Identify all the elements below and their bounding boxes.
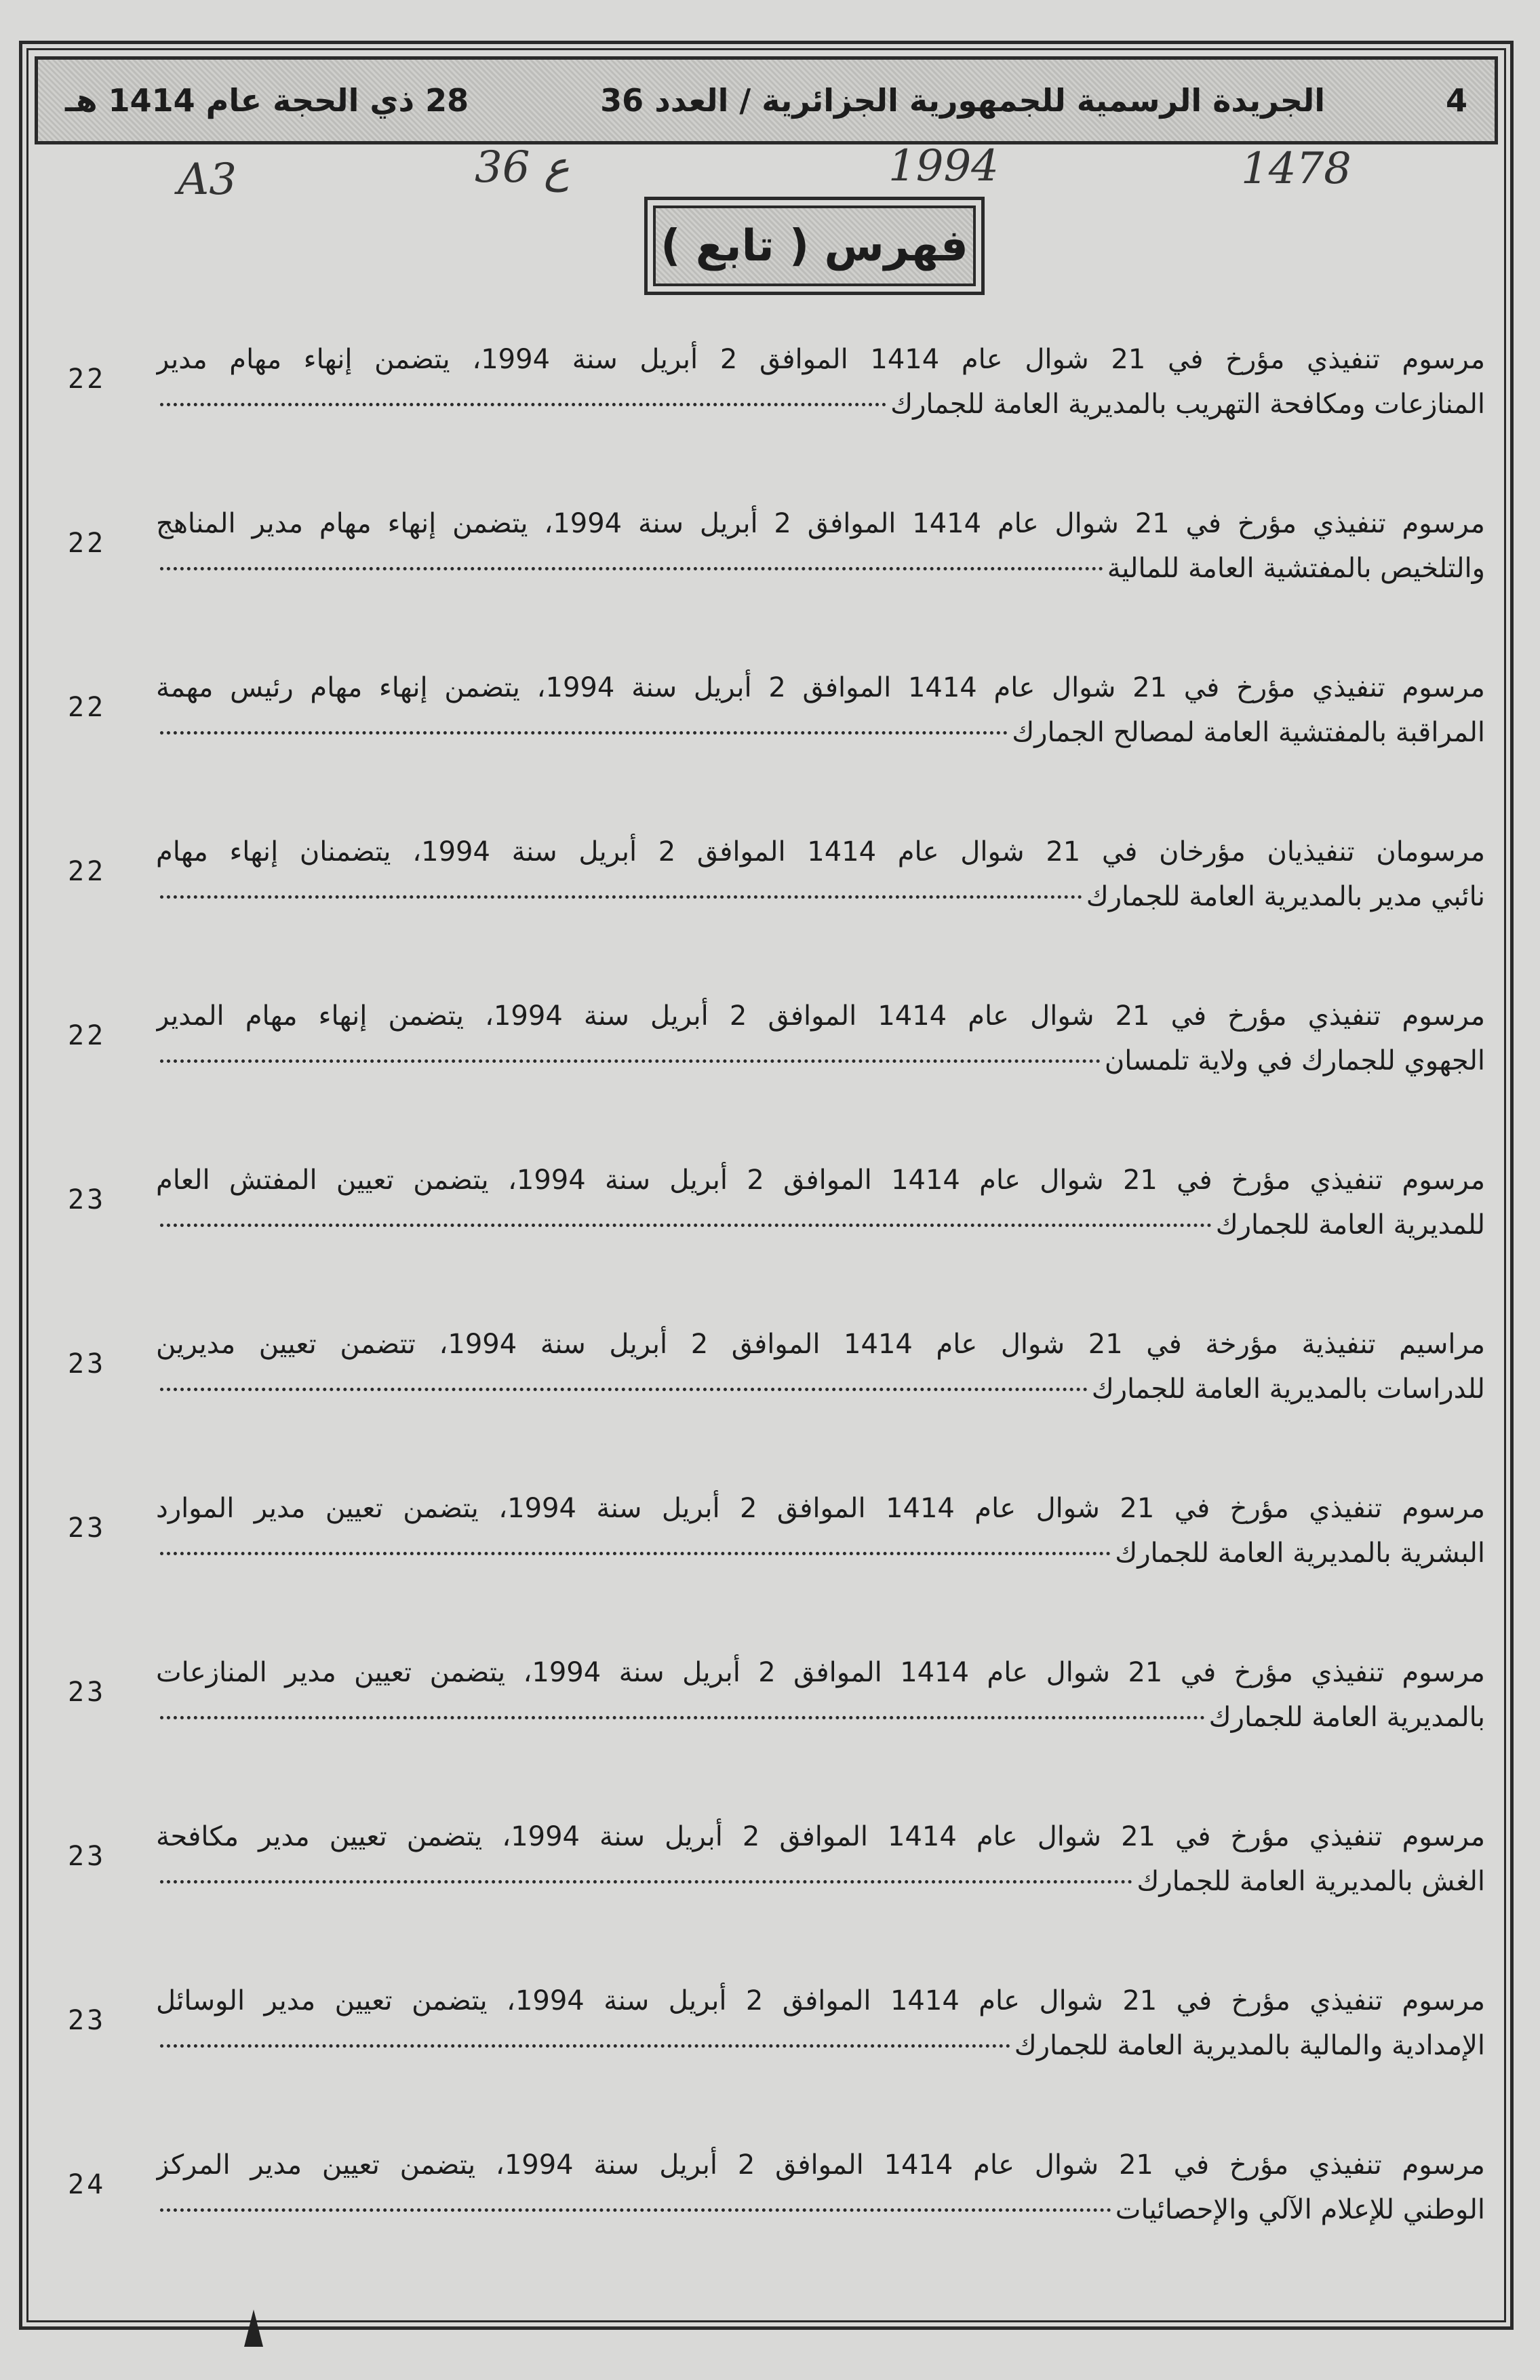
toc-entry-line1: مرسوم تنفيذي مؤرخ في 21 شوال عام 1414 الموافق 2 أبريل سنة 1994، يتضمن تعيين مدير مكافحة [156, 1821, 1485, 1852]
toc-entry [47, 1967, 1485, 2131]
toc-entry [47, 1310, 1485, 1475]
dot-leader [160, 731, 1008, 735]
toc-entry-line2-text: والتلخيص بالمفتشية العامة للمالية [1107, 553, 1485, 584]
toc-entry-line2-text: بالمديرية العامة للجمارك [1208, 1702, 1485, 1733]
toc-entry-line1: مرسوم تنفيذي مؤرخ في 21 شوال عام 1414 الموافق 2 أبريل سنة 1994، يتضمن تعيين مدير الوسائل [156, 1985, 1485, 2016]
header-title: الجريدة الرسمية للجمهورية الجزائرية / العدد 36 [600, 82, 1325, 119]
toc-entry [47, 654, 1485, 818]
toc-entry [47, 1803, 1485, 1967]
scan-mark [244, 2309, 263, 2347]
section-title: فهرس ( تابع ) [660, 220, 968, 271]
toc-page-number: 22 [68, 692, 106, 723]
section-title-inner [653, 206, 976, 286]
dot-leader [160, 1880, 1132, 1884]
toc-page-number: 22 [68, 364, 106, 395]
toc-entry-line2-text: الجهوي للجمارك في ولاية تلمسان [1104, 1045, 1485, 1076]
toc-entry [47, 326, 1485, 490]
toc-entry-line2 [156, 1533, 1485, 1574]
toc-entry-line2-text: الإمدادية والمالية بالمديرية العامة للجمارك [1014, 2030, 1485, 2061]
toc-entry-line1: مرسوم تنفيذي مؤرخ في 21 شوال عام 1414 الموافق 2 أبريل سنة 1994، يتضمن تعيين مدير المنازعات [156, 1657, 1485, 1688]
toc-page-number: 22 [68, 856, 106, 887]
toc-entry-line2-text: المنازعات ومكافحة التهريب بالمديرية العامة للجمارك [890, 389, 1485, 420]
toc-entry-line2-text: للمديرية العامة للجمارك [1215, 1209, 1485, 1241]
dot-leader [160, 895, 1082, 899]
toc-entry-line2 [156, 2025, 1485, 2066]
toc-entry-line1: مرسوم تنفيذي مؤرخ في 21 شوال عام 1414 الموافق 2 أبريل سنة 1994، يتضمن تعيين المفتش العام [156, 1165, 1485, 1196]
toc-entry-line2 [156, 712, 1485, 753]
dot-leader [160, 1388, 1088, 1391]
toc-entry [47, 1146, 1485, 1310]
handwritten-issue: 36 ع [475, 142, 570, 193]
toc-page-number: 23 [68, 1841, 106, 1872]
toc-entry-line2-text: البشرية بالمديرية العامة للجمارك [1115, 1538, 1485, 1569]
dot-leader [160, 1552, 1111, 1555]
toc-entry-line2 [156, 1697, 1485, 1738]
toc-entry-line2-text: الوطني للإعلام الآلي والإحصائيات [1115, 2194, 1485, 2225]
toc-entry-line2 [156, 548, 1485, 589]
toc-entry-line2 [156, 876, 1485, 917]
dot-leader [160, 403, 886, 406]
toc-entry-line2 [156, 1205, 1485, 1245]
dot-leader [160, 1224, 1212, 1227]
handwritten-code: A3 [178, 155, 237, 205]
toc-entry-line1: مرسوم تنفيذي مؤرخ في 21 شوال عام 1414 الموافق 2 أبريل سنة 1994، يتضمن تعيين مدير المركز [156, 2149, 1485, 2181]
toc-entry-line2-text: المراقبة بالمفتشية العامة لمصالح الجمارك [1012, 717, 1485, 748]
toc-page-number: 22 [68, 528, 106, 559]
toc-entry [47, 2131, 1485, 2295]
toc-entry [47, 818, 1485, 982]
toc-entry-line1: مرسوم تنفيذي مؤرخ في 21 شوال عام 1414 الموافق 2 أبريل سنة 1994، يتضمن إنهاء مهام مدير المناهج [156, 508, 1485, 539]
toc-entry-line1: مرسومان تنفيذيان مؤرخان في 21 شوال عام 1414 الموافق 2 أبريل سنة 1994، يتضمنان إنهاء مهام [156, 836, 1485, 867]
header-date: 28 ذي الحجة عام 1414 هـ [65, 82, 469, 119]
toc-entry-line1: مرسوم تنفيذي مؤرخ في 21 شوال عام 1414 الموافق 2 أبريل سنة 1994، يتضمن تعيين مدير الموارد [156, 1493, 1485, 1524]
toc-entry-line1: مرسوم تنفيذي مؤرخ في 21 شوال عام 1414 الموافق 2 أبريل سنة 1994، يتضمن إنهاء مهام رئيس مهمة [156, 672, 1485, 703]
toc-entry-line2-text: الغش بالمديرية العامة للجمارك [1137, 1866, 1485, 1897]
toc-entry-line2-text: للدراسات بالمديرية العامة للجمارك [1091, 1373, 1485, 1405]
toc-entry-line2 [156, 1861, 1485, 1902]
dot-leader [160, 567, 1103, 570]
toc-page-number: 23 [68, 1677, 106, 1708]
handwritten-number: 1478 [1241, 144, 1351, 194]
toc-entry-line2 [156, 2189, 1485, 2230]
dot-leader [160, 2044, 1010, 2048]
dot-leader [160, 1059, 1101, 1063]
toc-entry [47, 1475, 1485, 1639]
toc-entry [47, 982, 1485, 1146]
dot-leader [160, 1716, 1205, 1719]
dot-leader [160, 2208, 1111, 2212]
toc-page-number: 24 [68, 2169, 106, 2200]
header-bar [35, 56, 1498, 144]
section-title-box [644, 197, 985, 295]
toc-entry [47, 490, 1485, 654]
toc-page-number: 23 [68, 2005, 106, 2036]
toc-entry-line2 [156, 1369, 1485, 1409]
toc-entry-line1: مرسوم تنفيذي مؤرخ في 21 شوال عام 1414 الموافق 2 أبريل سنة 1994، يتضمن إنهاء مهام مدير [156, 344, 1485, 375]
handwritten-year: 1994 [888, 141, 999, 191]
toc-page-number: 22 [68, 1020, 106, 1051]
toc-entry-line1: مراسيم تنفيذية مؤرخة في 21 شوال عام 1414 الموافق 2 أبريل سنة 1994، تتضمن تعيين مديرين [156, 1329, 1485, 1360]
toc-page-number: 23 [68, 1513, 106, 1544]
toc-page-number: 23 [68, 1184, 106, 1215]
toc-entry-line2 [156, 384, 1485, 425]
toc-page-number: 23 [68, 1348, 106, 1380]
toc-entry [47, 1639, 1485, 1803]
toc-entry-line1: مرسوم تنفيذي مؤرخ في 21 شوال عام 1414 الموافق 2 أبريل سنة 1994، يتضمن إنهاء مهام المدير [156, 1000, 1485, 1032]
toc-entry-line2 [156, 1040, 1485, 1081]
toc-entry-line2-text: نائبي مدير بالمديرية العامة للجمارك [1086, 881, 1485, 912]
header-page-number: 4 [1445, 82, 1467, 119]
toc-list [47, 326, 1485, 2295]
